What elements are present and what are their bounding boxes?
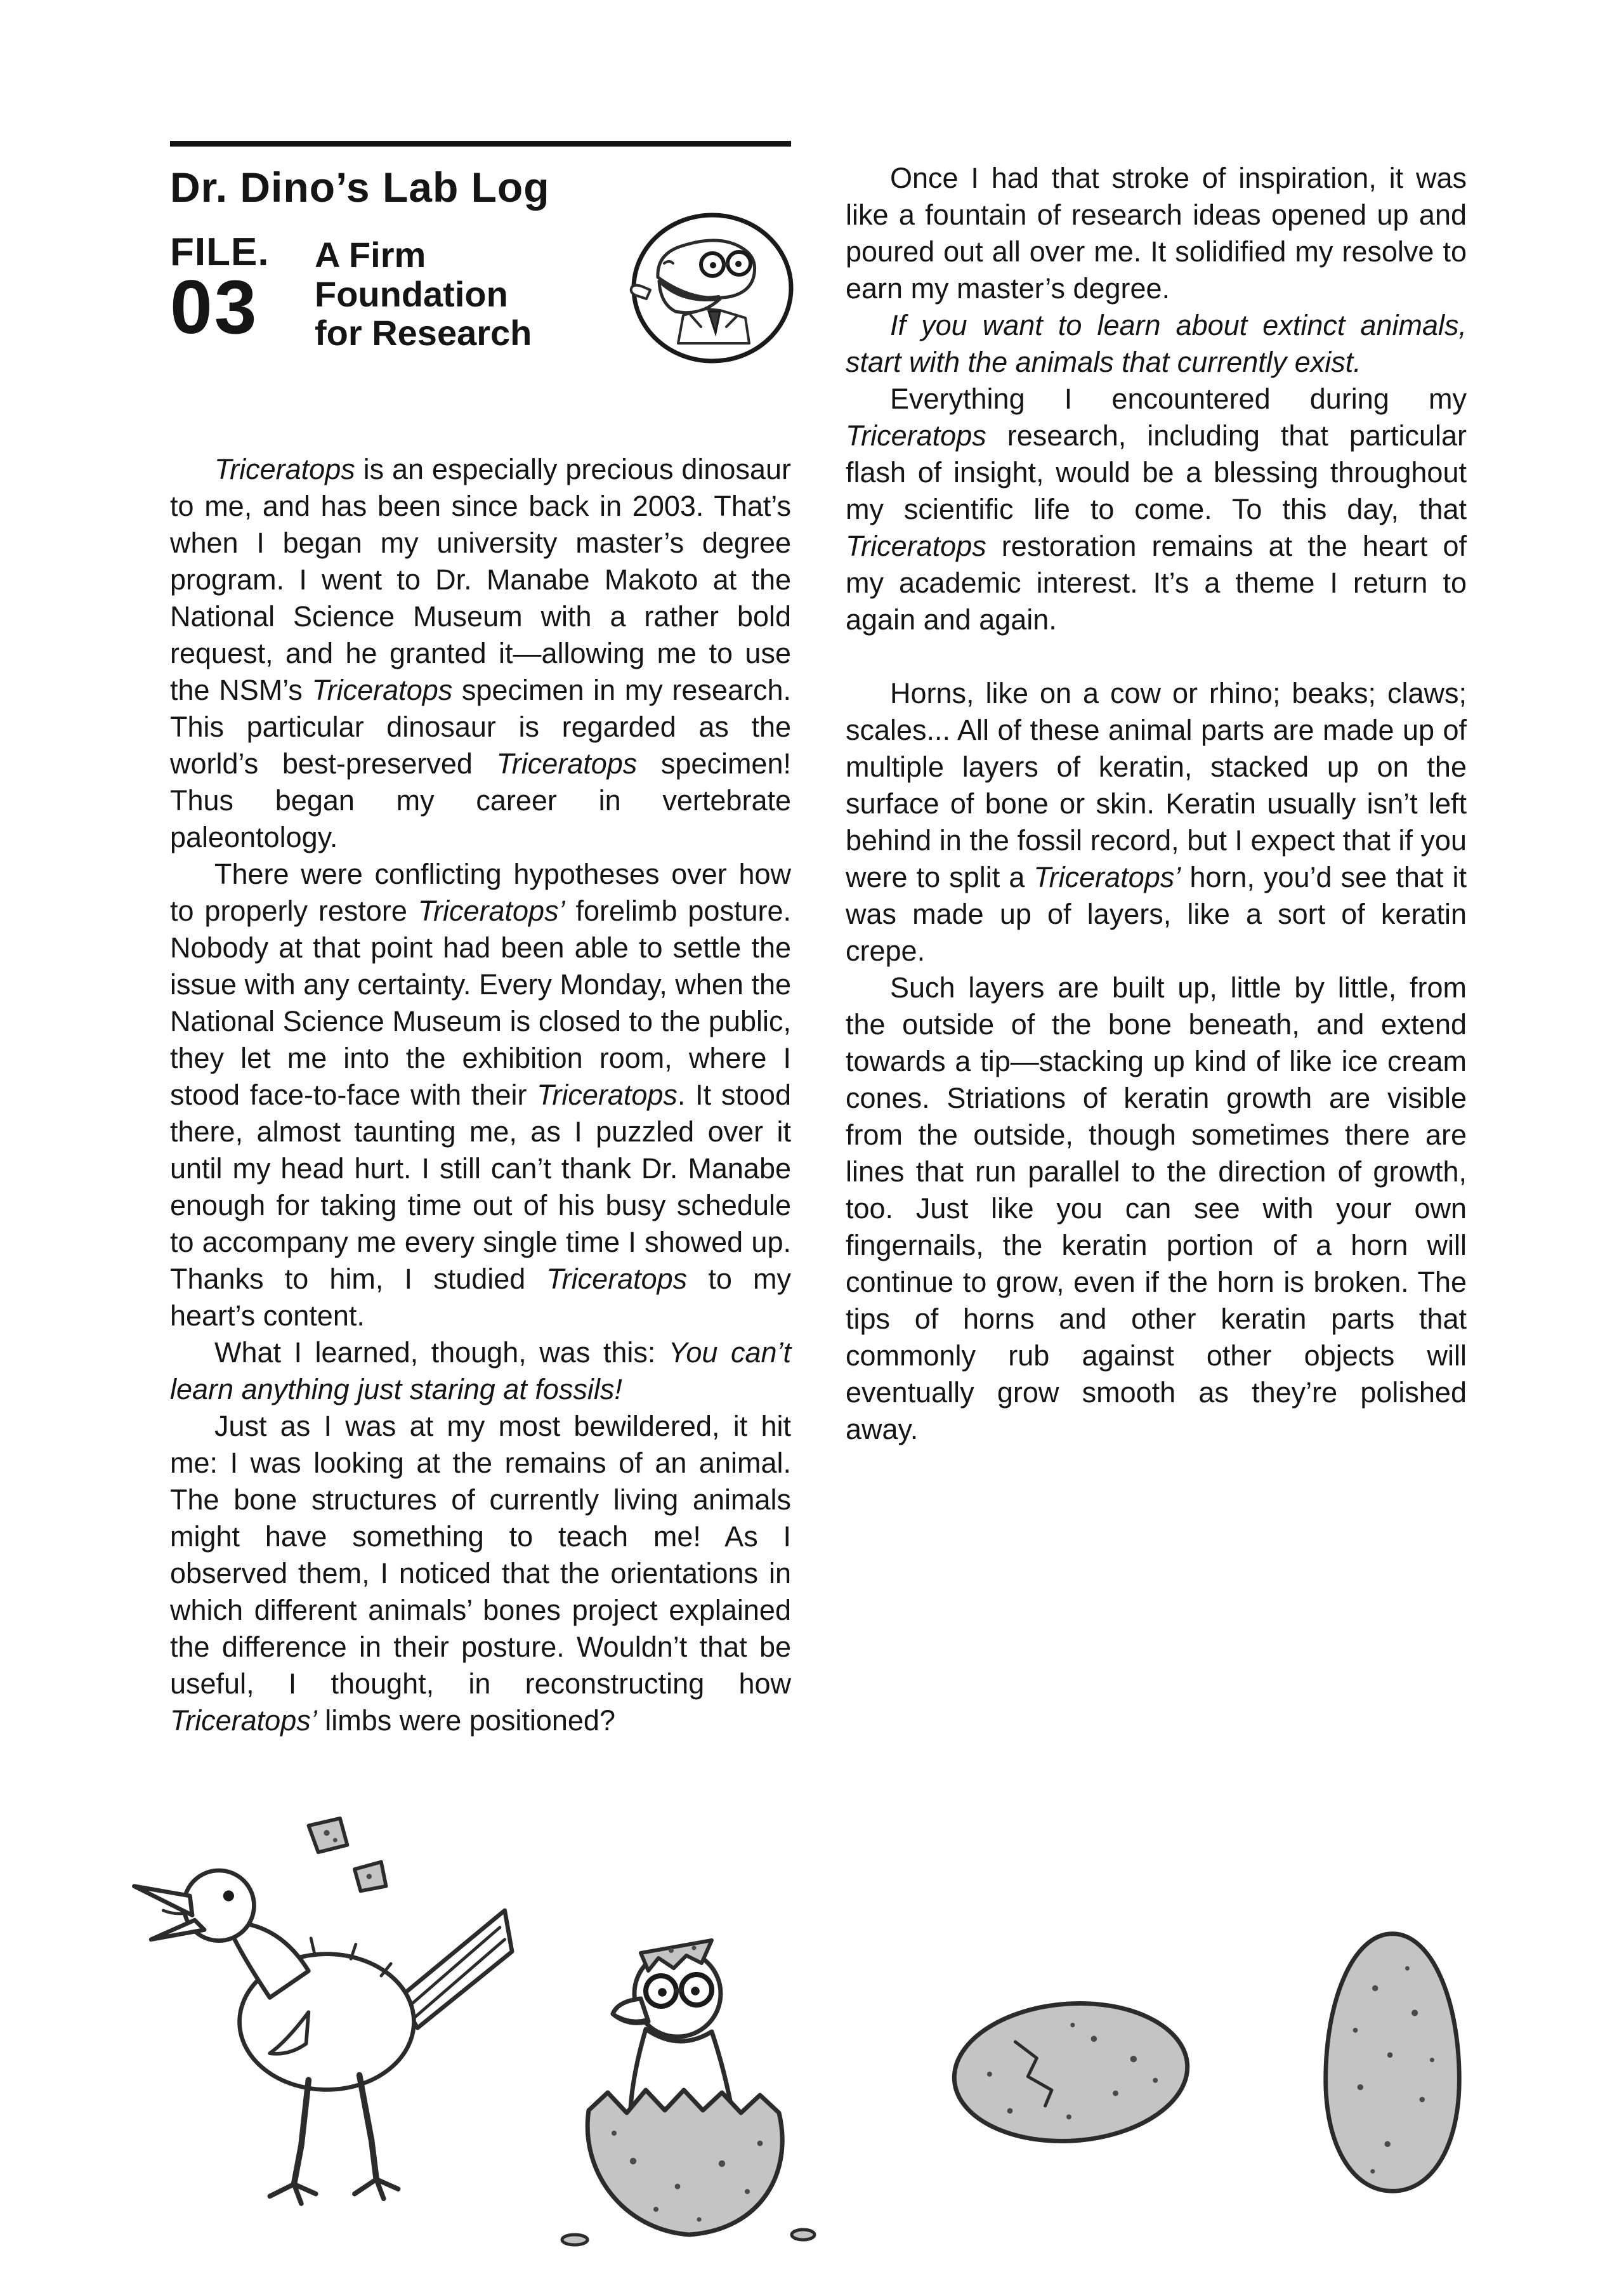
paragraph: Such layers are built up, little by little, from the outside of the bone beneath, and extend towards a tip—stacking up kind of like ice cream cones. Striations of keratin growth are visible from the outside, though sometimes there are lines that run parallel to the direction of growth, too. Just like you can see with your own fingernails, the keratin portion of a horn will continue to grow, even if the horn is broken. The tips of horns and other keratin parts that commonly rub against other objects will eventually grow smooth as they’re polished away. [846,971,1467,1445]
file-number: 03 [170,265,259,350]
paragraph: Everything I encountered during my Triceratops research, including that particular flash of insight, would be a blessing throughout my scientific life to come. To this day, that Triceratops restoration remains at the heart of my academic interest. It’s a theme I return to again and again. [846,383,1467,636]
paragraph: Once I had that stroke of inspiration, it was like a fountain of research ideas opened up and poured out all over me. It solidified my resolve to earn my master’s degree. [846,162,1467,305]
paragraph: If you want to learn about extinct animals, start with the animals that currently exist. [846,309,1467,378]
subtitle-line-1: A Firm [315,235,426,275]
file-heading [170,230,791,423]
paragraph: Just as I was at my most bewildered, it hit me: I was looking at the remains of an animal. The bone structures of currently living animals might have something to teach me! As I observed them, I noticed that the orientations in which different animals’ bones project explained the difference in their posture. Wouldn’t that be useful, I thought, in reconstructing how Triceratops’ limbs were positioned? [170,1410,791,1737]
lab-log-header [170,141,791,423]
paragraph: Horns, like on a cow or rhino; beaks; claws; scales... All of these animal parts are made up of multiple layers of keratin, stacked up on the surface of bone or skin. Keratin usually isn’t left behind in the fossil record, but I expect that if you were to split a Triceratops’ horn, you’d see that it was made up of layers, like a sort of keratin crepe. [846,677,1467,967]
left-column-paragraphs [170,451,791,1739]
right-column-paragraphs [846,160,1467,1448]
two-column-layout [170,141,1467,1739]
dr-dino-mascot-badge-icon [625,209,795,367]
subtitle-line-3: for Research [315,313,532,353]
paragraph: What I learned, though, was this: You can’t learn anything just staring at fossils! [170,1336,791,1405]
left-column [170,141,791,1739]
file-number-block [170,230,303,423]
chapter-subtitle [315,235,532,423]
paragraph: Triceratops is an especially precious dinosaur to me, and has been since back in 2003. That’s when I began my university master’s degree program. I went to Dr. Manabe Makoto at the National Science Museum with a rather bold request, and he granted it—allowing me to use the NSM’s Triceratops specimen in my research. This particular dinosaur is regarded as the world’s best-preserved Triceratops specimen! Thus began my career in vertebrate paleontology. [170,453,791,853]
subtitle-line-2: Foundation [315,273,508,314]
file-label: FILE. [170,230,270,274]
baby-dinosaur-illustration [127,1816,527,2216]
dinosaur-egg-cracked-illustration [944,1990,1198,2155]
header-rule [170,141,791,147]
paragraph: There were conflicting hypotheses over how to properly restore Triceratops’ forelimb posture. Nobody at that point had been able to settle the issue with any certainty. Every Monday, when the National Science Museum is closed to the public, they let me into the exhibition room, where I stood face-to-face with their Triceratops. It stood there, almost taunting me, as I puzzled over it until my head hurt. I still can’t thank Dr. Manabe enough for taking time out of his busy schedule to accompany me every single time I showed up. Thanks to him, I studied Triceratops to my heart’s content. [170,858,792,1332]
right-column [846,141,1467,1448]
dinosaur-egg-illustration [1318,1926,1467,2199]
page-title: Dr. Dino’s Lab Log [170,164,550,211]
hatching-dinosaur-with-glasses-illustration [557,1920,823,2250]
